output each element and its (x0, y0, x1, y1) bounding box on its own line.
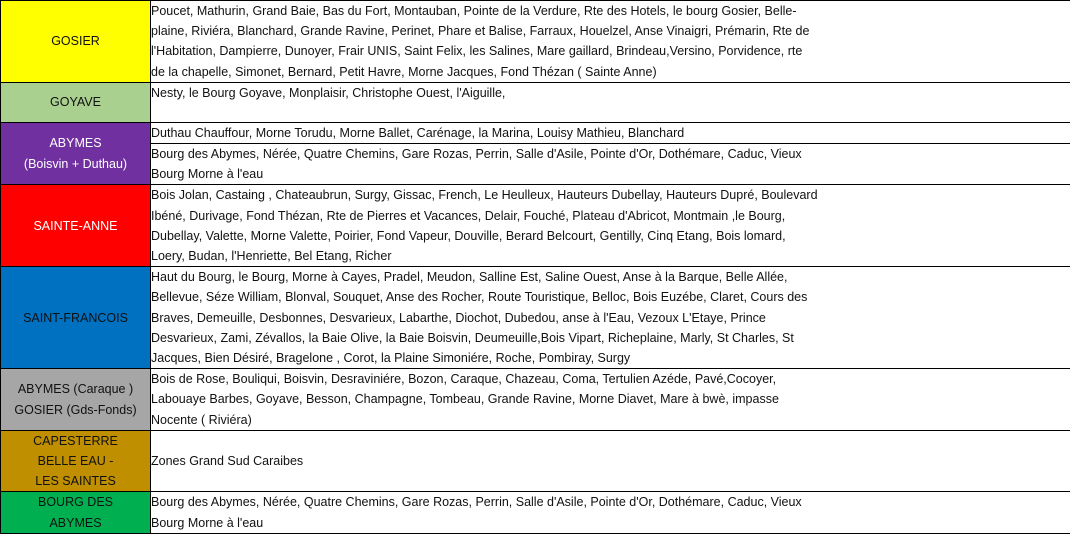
table-row (1, 369, 1070, 431)
table-row (1, 122, 1070, 143)
commune-label: BOURG DES (1, 492, 150, 512)
zones-line: Labouaye Barbes, Goyave, Besson, Champagne, Tombeau, Grande Ravine, Morne Diavet, Mare à bwè, impasse (151, 389, 1070, 409)
commune-cell-saint-francois (1, 267, 151, 369)
zones-line: Bourg des Abymes, Nérée, Quatre Chemins, Gare Rozas, Perrin, Salle d'Asile, Pointe d'Or, Dothémare, Caduc, Vieux (151, 492, 1070, 512)
zones-line: Bellevue, Séze William, Blonval, Souquet, Anse des Rocher, Route Touristique, Belloc, Bois Euzébe, Claret, Cours des (151, 287, 1070, 307)
zones-cell (151, 1, 1070, 83)
commune-cell-capesterre (1, 430, 151, 492)
zones-line: l'Habitation, Dampierre, Dunoyer, Frair UNIS, Saint Felix, les Salines, Mare gaillard, Brindeau,Versino, Porvidence, rte (151, 41, 1070, 61)
zones-line: de la chapelle, Simonet, Bernard, Petit Havre, Morne Jacques, Fond Thézan ( Sainte Anne) (151, 62, 1070, 82)
zones-line: Nesty, le Bourg Goyave, Monplaisir, Christophe Ouest, l'Aiguille, (151, 83, 1070, 103)
table-row (1, 492, 1070, 533)
zones-line: Braves, Demeuille, Desbonnes, Desvarieux, Labarthe, Diochot, Dubedou, anse à l'Eau, Vezoux L'Etaye, Prince (151, 308, 1070, 328)
zones-line: Bourg des Abymes, Nérée, Quatre Chemins, Gare Rozas, Perrin, Salle d'Asile, Pointe d'Or, Dothémare, Caduc, Vieux (151, 144, 1070, 164)
zones-cell (151, 430, 1070, 492)
commune-label: CAPESTERRE (1, 431, 150, 451)
zones-line: Ibéné, Durivage, Fond Thézan, Rte de Pierres et Vacances, Delair, Fouché, Plateau d'Abricot, Montmain ,le Bourg, (151, 206, 1070, 226)
zones-line: Bois Jolan, Castaing , Chateaubrun, Surgy, Gissac, French, Le Heulleux, Hauteurs Dubellay, Hauteurs Dupré, Boulevard (151, 185, 1070, 205)
zones-line: Bourg Morne à l'eau (151, 513, 1070, 533)
zones-cell (151, 369, 1070, 431)
table-row (1, 82, 1070, 122)
table-row (1, 185, 1070, 267)
commune-cell-goyave (1, 82, 151, 122)
commune-label: ABYMES (1, 133, 150, 153)
table-row (1, 1, 1070, 83)
commune-label: SAINT-FRANCOIS (1, 308, 150, 328)
zones-line: plaine, Riviéra, Blanchard, Grande Ravine, Perinet, Phare et Balise, Farraux, Houelzel, Anse Vinaigri, Prémarin, Rte de (151, 21, 1070, 41)
zones-line: Bourg Morne à l'eau (151, 164, 1070, 184)
zones-line: Jacques, Bien Désiré, Bragelone , Corot, la Plaine Simoniére, Roche, Pombiray, Surgy (151, 348, 1070, 368)
commune-label: GOSIER (Gds-Fonds) (1, 400, 150, 420)
zones-line: Haut du Bourg, le Bourg, Morne à Cayes, Pradel, Meudon, Salline Est, Saline Ouest, Anse à la Barque, Belle Allée, (151, 267, 1070, 287)
commune-label: GOSIER (1, 31, 150, 51)
zones-line: Poucet, Mathurin, Grand Baie, Bas du Fort, Montauban, Pointe de la Verdure, Rte des Hotels, le bourg Gosier, Belle- (151, 1, 1070, 21)
table-row (1, 144, 1070, 185)
commune-cell-gosier (1, 1, 151, 83)
commune-label: ABYMES (Caraque ) (1, 379, 150, 399)
commune-cell-abymes (1, 122, 151, 185)
commune-label: LES SAINTES (1, 471, 150, 491)
zones-line: Zones Grand Sud Caraibes (151, 451, 1070, 471)
zones-line: Duthau Chauffour, Morne Torudu, Morne Ballet, Carénage, la Marina, Louisy Mathieu, Blanchard (151, 123, 1070, 143)
zones-cell (151, 185, 1070, 267)
commune-cell-sainte-anne (1, 185, 151, 267)
zones-cell (151, 267, 1070, 369)
table-row (1, 430, 1070, 492)
table-row (1, 267, 1070, 369)
zones-line: Bois de Rose, Bouliqui, Boisvin, Desraviniére, Bozon, Caraque, Chazeau, Coma, Tertulien Azéde, Pavé,Cocoyer, (151, 369, 1070, 389)
zones-cell (151, 144, 1070, 185)
zones-cell (151, 122, 1070, 143)
zones-cell (151, 492, 1070, 533)
commune-label: GOYAVE (1, 92, 150, 112)
commune-cell-caraque (1, 369, 151, 431)
commune-label: SAINTE-ANNE (1, 216, 150, 236)
commune-cell-bourg-abymes (1, 492, 151, 533)
commune-label: ABYMES (1, 513, 150, 533)
commune-label: BELLE EAU - (1, 451, 150, 471)
commune-label: (Boisvin + Duthau) (1, 154, 150, 174)
zones-line: Dubellay, Valette, Morne Valette, Poirier, Fond Vapeur, Douville, Berard Belcourt, Gentilly, Cinq Etang, Bois lomard, (151, 226, 1070, 246)
zones-cell (151, 82, 1070, 122)
zones-line: Nocente ( Riviéra) (151, 410, 1070, 430)
zones-line: Desvarieux, Zami, Zévallos, la Baie Olive, la Baie Boisvin, Deumeuille,Bois Vipart, Richeplaine, Marly, St Charles, St (151, 328, 1070, 348)
zones-line: Loery, Budan, l'Henriette, Bel Etang, Richer (151, 246, 1070, 266)
